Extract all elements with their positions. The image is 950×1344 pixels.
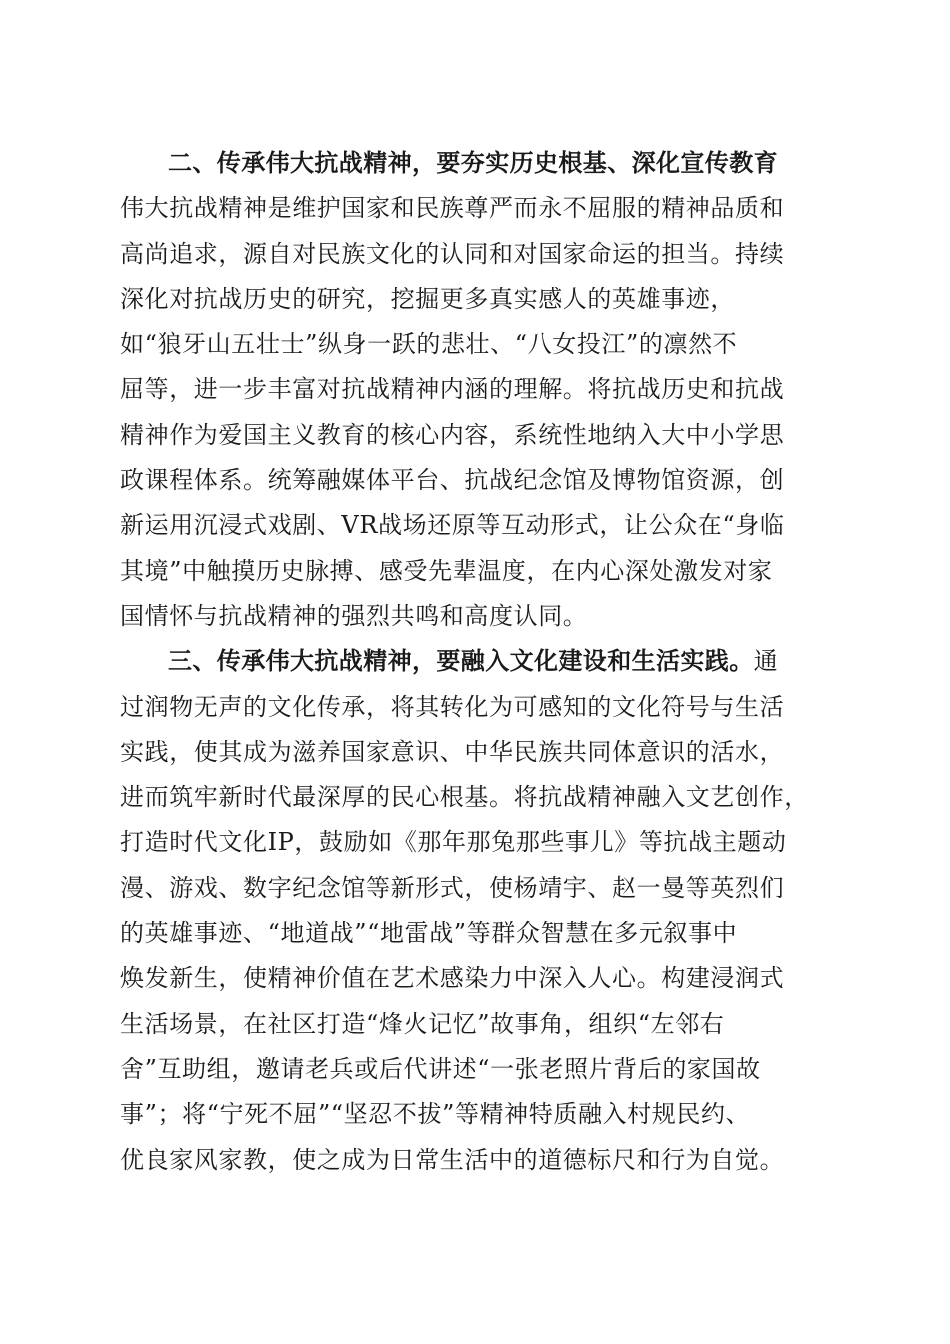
section-3-line: 过润物无声的文化传承，将其转化为可感知的文化符号与生活 xyxy=(120,692,785,721)
section-2-line: 深化对抗战历史的研究，挖掘更多真实感人的英雄事迹， xyxy=(120,284,735,313)
section-3-heading: 三、传承伟大抗战精神，要融入文化建设和生活实践。 xyxy=(168,647,754,676)
section-3-line: 实践，使其成为滋养国家意识、中华民族共同体意识的活水， xyxy=(120,737,785,766)
section-3-line: 打造时代文化IP，鼓励如《那年那兔那些事儿》等抗战主题动 xyxy=(120,828,787,857)
section-2-line: 政课程体系。统筹融媒体平台、抗战纪念馆及博物馆资源，创 xyxy=(120,466,785,495)
section-3-line: 事”；将“宁死不屈”“坚忍不拔”等精神特质融入村规民约、 xyxy=(120,1100,751,1129)
section-3-line: 生活场景，在社区打造“烽火记忆”故事角，组织“左邻右 xyxy=(120,1009,725,1038)
section-3-line: 的英雄事迹、“地道战”“地雷战”等群众智慧在多元叙事中 xyxy=(120,919,738,948)
section-2-line: 高尚追求，源自对民族文化的认同和对国家命运的担当。持续 xyxy=(120,239,785,268)
section-2-line: 其境”中触摸历史脉搏、感受先辈温度，在内心深处激发对家 xyxy=(120,556,773,585)
section-2-line: 伟大抗战精神是维护国家和民族尊严而永不屈服的精神品质和 xyxy=(120,194,785,223)
section-3-first-line xyxy=(120,639,840,684)
section-3-line: 优良家风家教，使之成为日常生活中的道德标尺和行为自觉。 xyxy=(120,1145,785,1174)
section-2-heading: 二、传承伟大抗战精神，要夯实历史根基、深化宣传教育 xyxy=(168,149,778,177)
document-body xyxy=(120,141,840,1183)
section-3-line: 舍”互助组，邀请老兵或后代讲述“一张老照片背后的家国故 xyxy=(120,1054,761,1083)
section-3-heading-tail: 通 xyxy=(753,647,779,676)
section-2-line: 新运用沉浸式戏剧、VR战场还原等互动形式，让公众在“身临 xyxy=(120,511,785,540)
section-2-line: 屈等，进一步丰富对抗战精神内涵的理解。将抗战历史和抗战 xyxy=(120,375,785,404)
section-3-line: 漫、游戏、数字纪念馆等新形式，使杨靖宇、赵一曼等英烈们 xyxy=(120,873,785,902)
section-2-line: 精神作为爱国主义教育的核心内容，系统性地纳入大中小学思 xyxy=(120,420,785,449)
section-2-line: 如“狼牙山五壮士”纵身一跃的悲壮、“八女投江”的凛然不 xyxy=(120,330,738,359)
section-2-line: 国情怀与抗战精神的强烈共鸣和高度认同。 xyxy=(120,601,588,630)
section-3-line: 进而筑牢新时代最深厚的民心根基。将抗战精神融入文艺创作， xyxy=(120,783,809,812)
section-3-line: 焕发新生，使精神价值在艺术感染力中深入人心。构建浸润式 xyxy=(120,964,785,993)
